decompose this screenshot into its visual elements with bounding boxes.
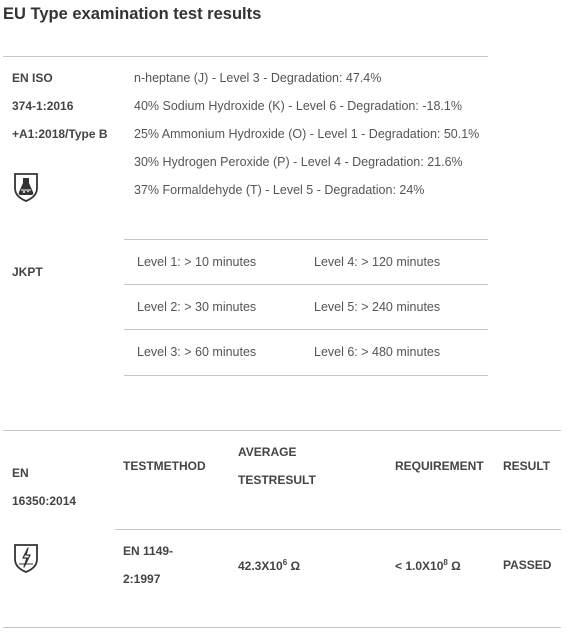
requirement-value bbox=[395, 558, 461, 573]
chem-result-3: 25% Ammonium Hydroxide (O) - Level 1 - Degradation: 50.1% bbox=[134, 127, 480, 141]
divider bbox=[124, 284, 488, 285]
page-title: EU Type examination test results bbox=[3, 5, 262, 23]
esd-standard-line-2: 16350:2014 bbox=[12, 494, 77, 508]
divider bbox=[124, 375, 488, 376]
esd-standard-line-1: EN bbox=[12, 466, 29, 480]
header-requirement: REQUIREMENT bbox=[395, 459, 484, 473]
chem-standard-line-1: EN ISO bbox=[12, 71, 53, 85]
jkpt-label: JKPT bbox=[12, 265, 43, 279]
chem-result-5: 37% Formaldehyde (T) - Level 5 - Degradation: 24% bbox=[134, 183, 425, 197]
divider bbox=[115, 529, 561, 530]
header-average-line-1: AVERAGE bbox=[238, 445, 297, 459]
requirement-exponent: 8 bbox=[443, 558, 448, 567]
jkpt-level-5: Level 5: > 240 minutes bbox=[314, 300, 441, 314]
chem-standard-line-3: +A1:2018/Type B bbox=[12, 127, 108, 141]
header-testmethod: TESTMETHOD bbox=[123, 459, 206, 473]
result-value: PASSED bbox=[503, 558, 552, 572]
chem-result-2: 40% Sodium Hydroxide (K) - Level 6 - Degradation: -18.1% bbox=[134, 99, 462, 113]
electrostatic-lightning-icon bbox=[13, 543, 39, 573]
jkpt-level-2: Level 2: > 30 minutes bbox=[137, 300, 257, 314]
header-average-line-2: TESTRESULT bbox=[238, 473, 316, 487]
jkpt-level-4: Level 4: > 120 minutes bbox=[314, 255, 441, 269]
chemical-hazard-flask-icon bbox=[13, 172, 39, 202]
average-unit: Ω bbox=[287, 559, 301, 573]
divider bbox=[124, 239, 488, 240]
jkpt-level-3: Level 3: > 60 minutes bbox=[137, 345, 257, 359]
chem-standard-line-2: 374-1:2016 bbox=[12, 99, 74, 113]
jkpt-level-1: Level 1: > 10 minutes bbox=[137, 255, 257, 269]
divider bbox=[3, 56, 488, 57]
average-exponent: 6 bbox=[282, 558, 288, 567]
divider bbox=[3, 430, 561, 431]
average-result-value bbox=[238, 558, 300, 573]
chem-result-1: n-heptane (J) - Level 3 - Degradation: 47.4% bbox=[134, 71, 382, 85]
average-base: 42.3X10 bbox=[238, 559, 283, 573]
requirement-unit: Ω bbox=[447, 559, 461, 573]
requirement-base: < 1.0X10 bbox=[395, 559, 444, 573]
testmethod-line-2: 2:1997 bbox=[123, 572, 161, 586]
chem-result-4: 30% Hydrogen Peroxide (P) - Level 4 - Degradation: 21.6% bbox=[134, 155, 463, 169]
header-result: RESULT bbox=[503, 459, 551, 473]
testmethod-line-1: EN 1149- bbox=[123, 544, 174, 558]
divider bbox=[3, 627, 561, 628]
jkpt-level-6: Level 6: > 480 minutes bbox=[314, 345, 441, 359]
divider bbox=[124, 329, 488, 330]
